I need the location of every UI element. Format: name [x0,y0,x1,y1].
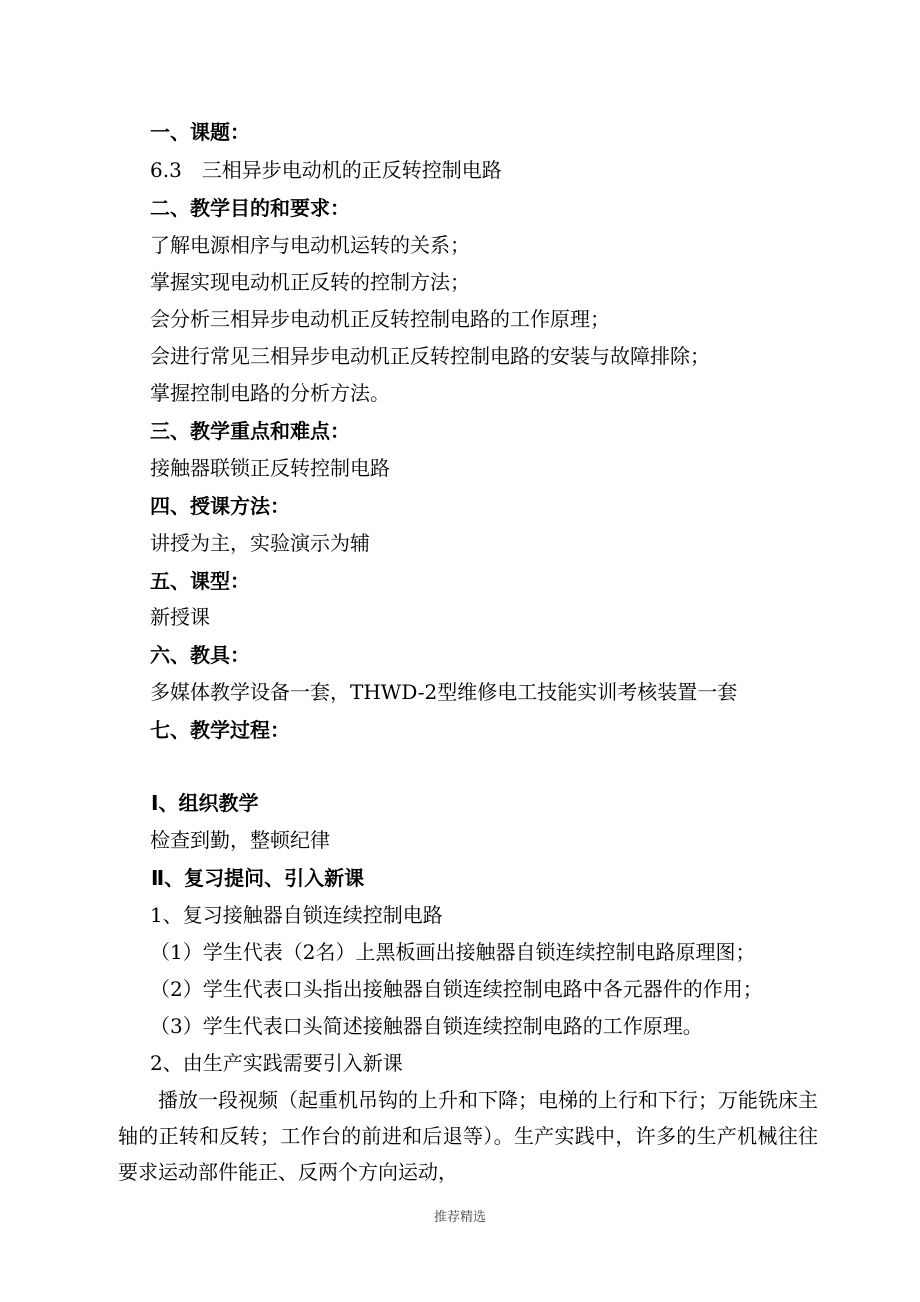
heading-process: 七、教学过程： [150,718,290,742]
method-text: 讲授为主，实验演示为辅 [150,531,370,555]
heading-method: 四、授课方法： [150,494,290,518]
review-subitem: （2）学生代表口头指出接触器自锁连续控制电路中各元器件的作用； [150,977,763,1001]
organize-text: 检查到勤，整顿纪律 [150,828,330,852]
page-footer: 推荐精选 [433,1210,486,1225]
heading-topic: 一、课题： [150,120,250,144]
objective-item: 会进行常见三相异步电动机正反转控制电路的安装与故障排除； [150,344,710,368]
topic-title: 6.3 三相异步电动机的正反转控制电路 [150,158,502,182]
body-paragraph: 播放一段视频（起重机吊钩的上升和下降；电梯的上行和下行；万能铣床主轴的正转和反转；工作台的前进和后退等）。生产实践中，许多的生产机械往往要求运动部件能正、反两个方向运动， [118,1088,818,1184]
objective-item: 掌握实现电动机正反转的控制方法； [150,270,470,294]
heading-objectives: 二、教学目的和要求： [150,196,350,220]
review-item: 1、复习接触器自锁连续控制电路 [150,903,443,927]
objective-item: 了解电源相序与电动机运转的关系； [150,233,470,257]
heading-teaching-aids: 六、教具： [150,643,250,667]
key-points-text: 接触器联锁正反转控制电路 [150,456,390,480]
section-organize: Ⅰ、组织教学 [151,791,259,815]
review-subitem: （3）学生代表口头简述接触器自锁连续控制电路的工作原理。 [150,1014,703,1038]
review-item: 2、由生产实践需要引入新课 [150,1051,403,1075]
teaching-aids-text: 多媒体教学设备一套，THWD-2型维修电工技能实训考核装置一套 [150,680,738,704]
heading-lesson-type: 五、课型： [150,569,250,593]
objective-item: 会分析三相异步电动机正反转控制电路的工作原理； [150,307,610,331]
objective-item: 掌握控制电路的分析方法。 [150,381,390,405]
lesson-type-text: 新授课 [150,605,210,629]
review-subitem: （1）学生代表（2名）上黑板画出接触器自锁连续控制电路原理图； [150,940,756,964]
heading-key-points: 三、教学重点和难点： [150,419,350,443]
section-review: Ⅱ、复习提问、引入新课 [151,866,365,890]
